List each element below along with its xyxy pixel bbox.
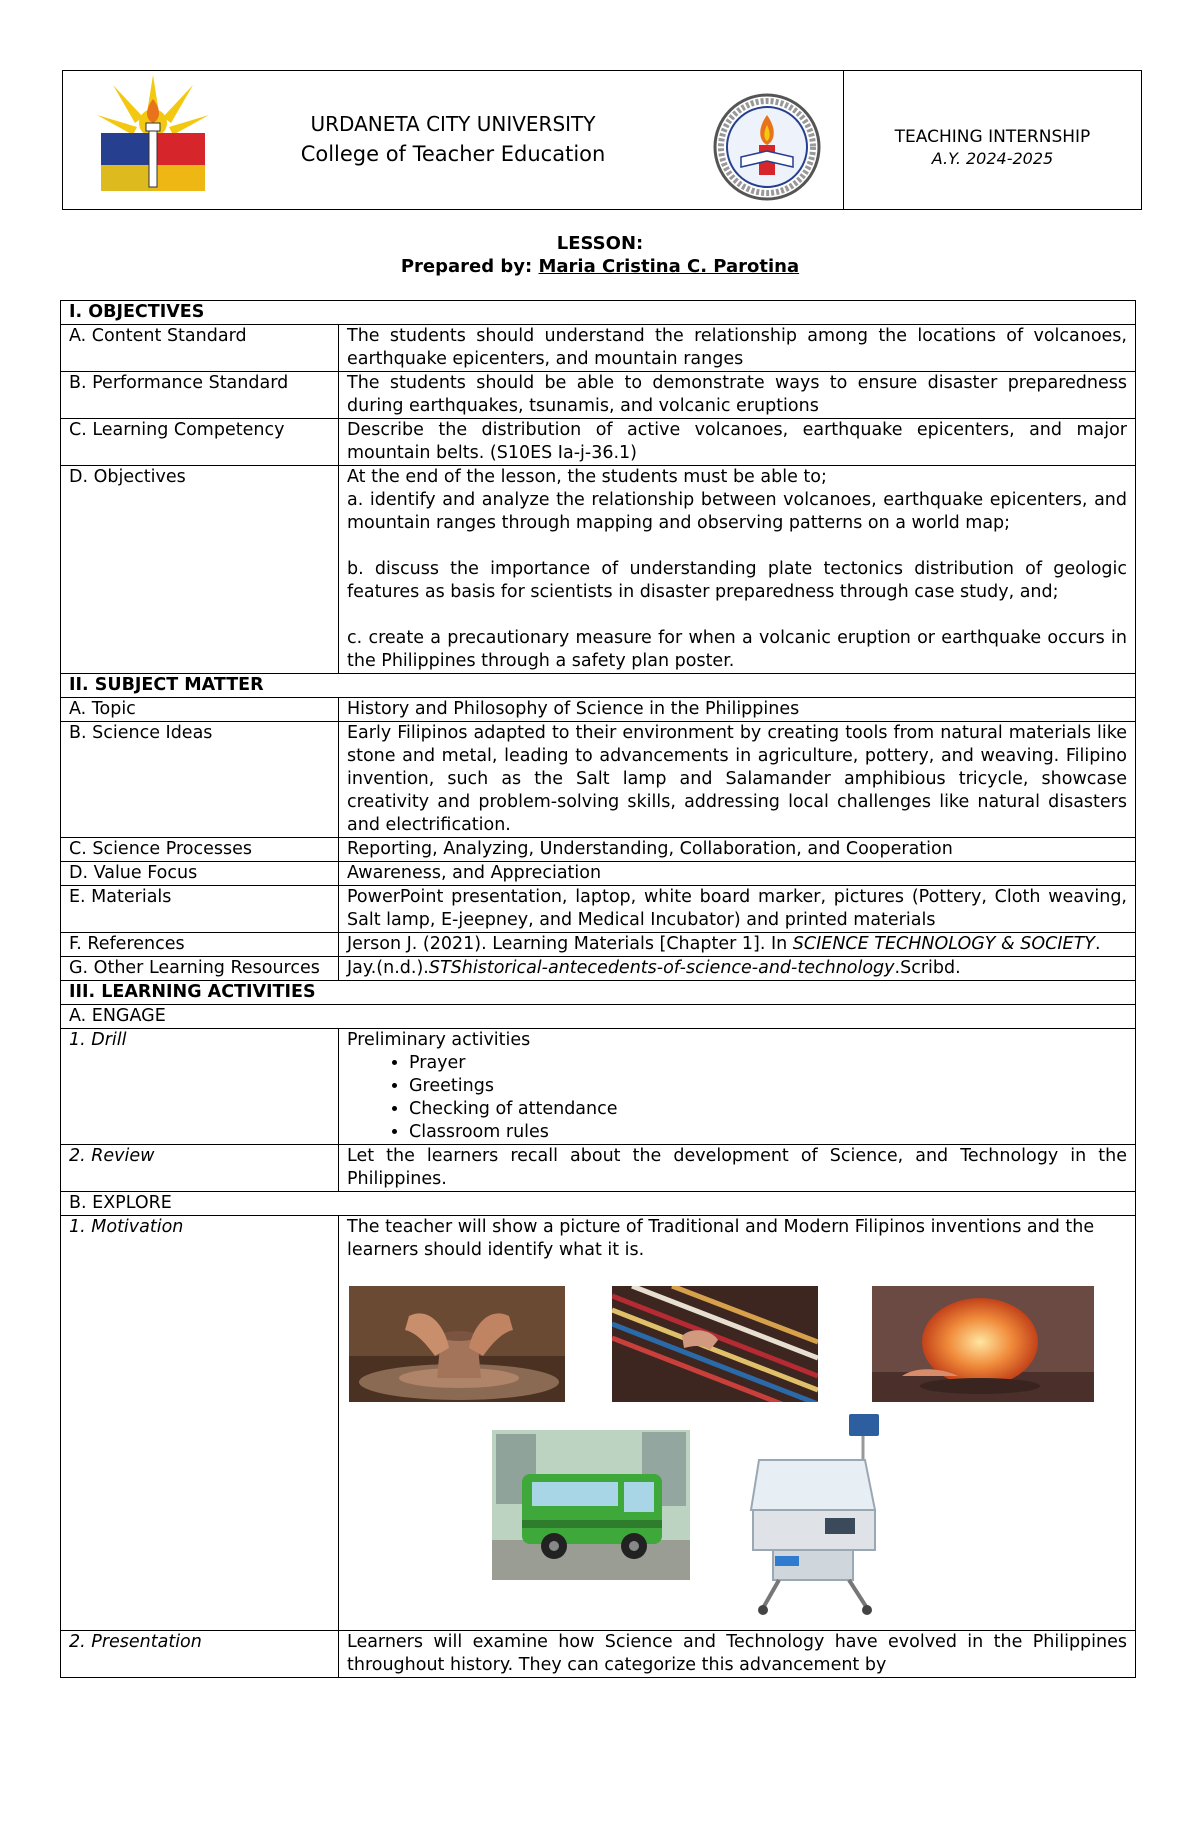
prepared-by-label: Prepared by: xyxy=(400,256,533,277)
engage-heading-row xyxy=(61,1005,1136,1029)
other-resources-title: STShistorical-antecedents-of-science-and-technology xyxy=(428,958,895,978)
learning-activities-heading-row xyxy=(61,981,1136,1005)
list-item: • Greetings xyxy=(409,1075,1127,1098)
science-processes-label: C. Science Processes xyxy=(61,838,339,862)
lesson-label: LESSON: xyxy=(556,233,644,254)
review-label: 2. Review xyxy=(61,1145,339,1192)
explore-heading: B. EXPLORE xyxy=(61,1192,1136,1216)
preparer-name: Maria Cristina C. Parotina xyxy=(538,256,800,277)
presentation-label: 2. Presentation xyxy=(61,1631,339,1678)
table-row xyxy=(61,933,1136,957)
table-row xyxy=(61,886,1136,933)
university-title-block xyxy=(273,109,633,169)
references-book-title: SCIENCE TECHNOLOGY & SOCIETY xyxy=(792,934,1095,954)
salt-lamp-photo xyxy=(872,1286,1094,1402)
learning-competency-label: C. Learning Competency xyxy=(61,419,339,466)
motivation-text: The teacher will show a picture of Traditional and Modern Filipinos inventions and the learners should identify what it is. xyxy=(347,1217,1095,1260)
content-standard-text: The students should understand the relationship among the locations of volcanoes, earthquake epicenters, and mountain ranges xyxy=(339,325,1136,372)
list-item: • Prayer xyxy=(409,1052,1127,1075)
list-item: • Checking of attendance xyxy=(409,1098,1127,1121)
motivation-content xyxy=(339,1216,1136,1631)
drill-content xyxy=(339,1029,1136,1145)
e-jeepney-photo xyxy=(492,1430,690,1580)
other-resources-text xyxy=(339,957,1136,981)
objective-b: b. discuss the importance of understanding plate tectonics distribution of geologic features as basis for scientists in disaster preparedness through case study, and; xyxy=(347,559,1127,602)
cloth-weaving-photo xyxy=(612,1286,818,1402)
table-row xyxy=(61,1145,1136,1192)
table-row xyxy=(61,957,1136,981)
table-row xyxy=(61,325,1136,372)
list-item: • Classroom rules xyxy=(409,1121,1127,1144)
academic-year: A.Y. 2024-2025 xyxy=(931,149,1054,168)
objective-c: c. create a precautionary measure for when a volcanic eruption or earthquake occurs in the Philippines through a safety plan poster. xyxy=(347,628,1127,671)
topic-label: A. Topic xyxy=(61,698,339,722)
science-ideas-text: Early Filipinos adapted to their environment by creating tools from natural materials like stone and metal, leading to advancements in agriculture, pottery, and weaving. Filipino invention, such as the Salt lamp and Salamander amphibious tricycle, showcase creativity and problem-solving skills, addressing local challenges like natural disasters and electrification. xyxy=(339,722,1136,838)
table-row xyxy=(61,1029,1136,1145)
content-standard-label: A. Content Standard xyxy=(61,325,339,372)
objectives-heading-row xyxy=(61,301,1136,325)
learning-competency-text: Describe the distribution of active volcanoes, earthquake epicenters, and major mountain belts. (S10ES Ia-j-36.1) xyxy=(339,419,1136,466)
pottery-photo xyxy=(349,1286,565,1402)
other-resources-label: G. Other Learning Resources xyxy=(61,957,339,981)
objective-a: a. identify and analyze the relationship between volcanoes, earthquake epicenters, and mountain ranges through mapping and observing patterns on a world map; xyxy=(347,490,1127,533)
medical-incubator-photo xyxy=(739,1410,899,1618)
invention-photos xyxy=(347,1262,1127,1630)
objectives-heading: I. OBJECTIVES xyxy=(61,301,1136,325)
learning-activities-heading: III. LEARNING ACTIVITIES xyxy=(61,981,1136,1005)
lesson-plan-table xyxy=(60,300,1136,1678)
objectives-content xyxy=(339,466,1136,674)
science-processes-text: Reporting, Analyzing, Understanding, Collaboration, and Cooperation xyxy=(339,838,1136,862)
table-row xyxy=(61,862,1136,886)
references-end: . xyxy=(1094,934,1101,954)
value-focus-text: Awareness, and Appreciation xyxy=(339,862,1136,886)
table-row xyxy=(61,722,1136,838)
drill-label: 1. Drill xyxy=(61,1029,339,1145)
table-row xyxy=(61,698,1136,722)
header-left-cell xyxy=(63,71,844,209)
document-header xyxy=(62,70,1142,210)
table-row xyxy=(61,419,1136,466)
drill-intro: Preliminary activities xyxy=(347,1030,531,1050)
materials-text: PowerPoint presentation, laptop, white board marker, pictures (Pottery, Cloth weaving, Salt lamp, E-jeepney, and Medical Incubator) and printed materials xyxy=(339,886,1136,933)
objectives-intro: At the end of the lesson, the students must be able to; xyxy=(347,467,827,487)
explore-heading-row xyxy=(61,1192,1136,1216)
table-row xyxy=(61,466,1136,674)
university-seal xyxy=(713,93,821,201)
performance-standard-label: B. Performance Standard xyxy=(61,372,339,419)
subject-matter-heading: II. SUBJECT MATTER xyxy=(61,674,1136,698)
objectives-label: D. Objectives xyxy=(61,466,339,674)
table-row xyxy=(61,838,1136,862)
table-row xyxy=(61,1216,1136,1631)
drill-list xyxy=(347,1052,1127,1144)
engage-heading: A. ENGAGE xyxy=(61,1005,1136,1029)
other-resources-plain: Jay.(n.d.). xyxy=(347,958,429,978)
college-logo xyxy=(93,75,213,195)
college-name: College of Teacher Education xyxy=(300,142,606,166)
program-title: TEACHING INTERNSHIP xyxy=(894,127,1091,147)
table-row xyxy=(61,1631,1136,1678)
prepared-by-line xyxy=(0,255,1200,278)
lesson-title-block xyxy=(0,232,1200,278)
science-ideas-label: B. Science Ideas xyxy=(61,722,339,838)
references-plain: Jerson J. (2021). Learning Materials [Chapter 1]. In xyxy=(347,934,793,954)
subject-matter-heading-row xyxy=(61,674,1136,698)
university-name: URDANETA CITY UNIVERSITY xyxy=(310,112,596,136)
header-right-cell xyxy=(844,71,1141,209)
materials-label: E. Materials xyxy=(61,886,339,933)
review-text: Let the learners recall about the development of Science, and Technology in the Philippines. xyxy=(339,1145,1136,1192)
table-row xyxy=(61,372,1136,419)
references-label: F. References xyxy=(61,933,339,957)
presentation-text: Learners will examine how Science and Technology have evolved in the Philippines throughout history. They can categorize this advancement by xyxy=(339,1631,1136,1678)
performance-standard-text: The students should be able to demonstrate ways to ensure disaster preparedness during earthquakes, tsunamis, and volcanic eruptions xyxy=(339,372,1136,419)
other-resources-end: .Scribd. xyxy=(894,958,961,978)
topic-text: History and Philosophy of Science in the Philippines xyxy=(339,698,1136,722)
value-focus-label: D. Value Focus xyxy=(61,862,339,886)
motivation-label: 1. Motivation xyxy=(61,1216,339,1631)
references-text xyxy=(339,933,1136,957)
